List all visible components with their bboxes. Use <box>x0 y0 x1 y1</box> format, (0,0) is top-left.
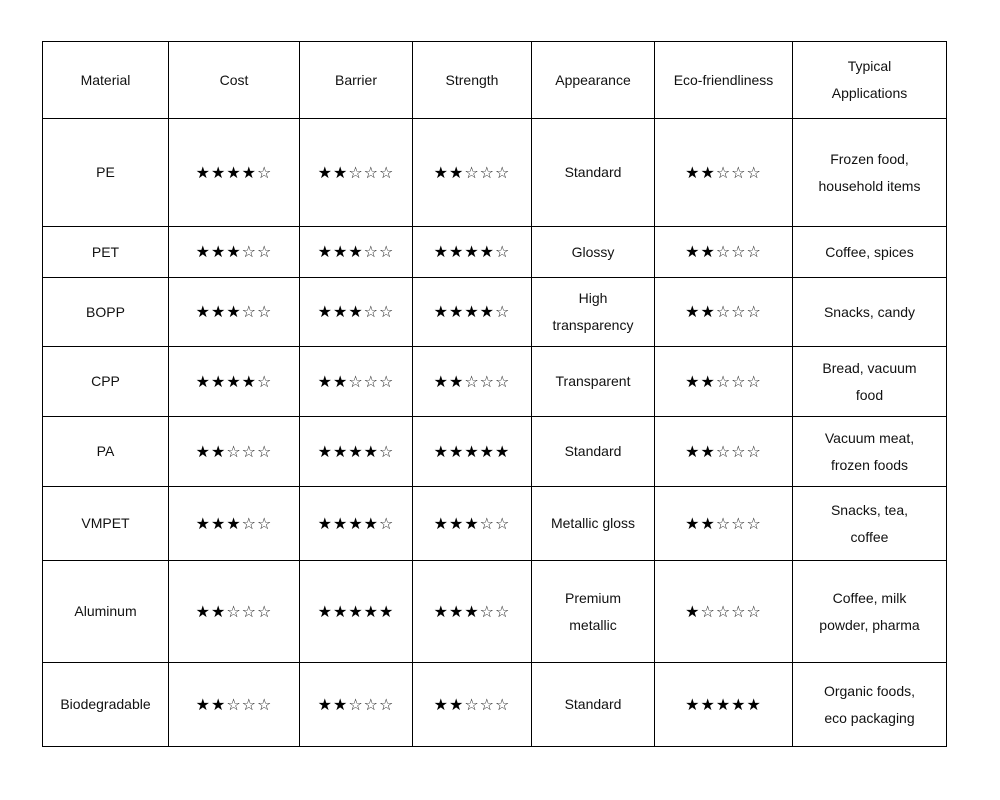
empty-star-icon: ☆ <box>241 441 258 461</box>
appearance-cell <box>532 119 655 227</box>
star-rating <box>434 695 511 714</box>
empty-star-icon: ☆ <box>479 371 496 391</box>
table-row <box>43 417 947 487</box>
strength-rating-cell <box>413 561 532 663</box>
star-rating <box>318 695 395 714</box>
filled-star-icon: ★ <box>448 242 465 261</box>
material-cell <box>43 487 169 561</box>
empty-star-icon: ☆ <box>746 513 762 533</box>
empty-star-icon: ☆ <box>495 513 511 533</box>
material-cell-text: Biodegradable <box>60 696 151 712</box>
cost-rating-cell <box>169 119 300 227</box>
strength-rating-cell <box>413 417 532 487</box>
empty-star-icon: ☆ <box>731 242 747 261</box>
filled-star-icon: ★ <box>317 694 333 714</box>
barrier-rating-cell <box>300 278 413 347</box>
cost-rating-cell <box>169 487 300 561</box>
barrier-rating-cell <box>300 417 413 487</box>
filled-star-icon: ★ <box>433 601 449 621</box>
empty-star-icon: ☆ <box>257 371 273 391</box>
empty-star-icon: ☆ <box>257 601 273 621</box>
empty-star-icon: ☆ <box>379 694 395 714</box>
filled-star-icon: ★ <box>317 371 333 391</box>
empty-star-icon: ☆ <box>241 242 258 261</box>
applications-cell <box>793 347 947 417</box>
filled-star-icon: ★ <box>226 513 242 533</box>
filled-star-icon: ★ <box>746 694 762 714</box>
header-eco-friendliness: Eco-friendliness <box>655 42 793 119</box>
filled-star-icon: ★ <box>195 694 211 714</box>
appearance-cell <box>532 227 655 278</box>
filled-star-icon: ★ <box>332 601 349 621</box>
eco-rating-cell <box>655 487 793 561</box>
filled-star-icon: ★ <box>685 694 701 714</box>
table-row <box>43 347 947 417</box>
filled-star-icon: ★ <box>464 601 480 621</box>
star-rating <box>685 514 762 533</box>
empty-star-icon: ☆ <box>348 371 364 391</box>
star-rating <box>434 242 511 261</box>
star-rating <box>318 372 395 391</box>
cost-rating-cell <box>169 278 300 347</box>
empty-star-icon: ☆ <box>715 513 732 533</box>
filled-star-icon: ★ <box>195 162 211 182</box>
filled-star-icon: ★ <box>448 441 465 461</box>
empty-star-icon: ☆ <box>257 162 273 182</box>
filled-star-icon: ★ <box>226 302 242 321</box>
filled-star-icon: ★ <box>317 302 333 321</box>
filled-star-icon: ★ <box>479 242 496 261</box>
star-rating <box>196 302 273 321</box>
filled-star-icon: ★ <box>685 513 701 533</box>
empty-star-icon: ☆ <box>495 302 511 321</box>
filled-star-icon: ★ <box>700 371 716 391</box>
star-rating <box>434 372 511 391</box>
empty-star-icon: ☆ <box>363 302 380 321</box>
applications-cell <box>793 417 947 487</box>
appearance-cell-text: Premium metallic <box>564 589 621 633</box>
strength-rating-cell <box>413 663 532 747</box>
filled-star-icon: ★ <box>317 162 333 182</box>
empty-star-icon: ☆ <box>363 694 380 714</box>
star-rating <box>685 302 762 321</box>
empty-star-icon: ☆ <box>731 441 747 461</box>
material-cell <box>43 347 169 417</box>
filled-star-icon: ★ <box>700 302 716 321</box>
barrier-rating-cell <box>300 119 413 227</box>
table-body <box>43 119 947 747</box>
star-rating <box>434 302 511 321</box>
star-rating <box>196 163 273 182</box>
barrier-rating-cell <box>300 227 413 278</box>
filled-star-icon: ★ <box>348 242 364 261</box>
filled-star-icon: ★ <box>464 242 480 261</box>
filled-star-icon: ★ <box>685 601 701 621</box>
appearance-cell <box>532 278 655 347</box>
strength-rating-cell <box>413 278 532 347</box>
filled-star-icon: ★ <box>363 513 380 533</box>
barrier-rating-cell <box>300 663 413 747</box>
filled-star-icon: ★ <box>700 694 716 714</box>
filled-star-icon: ★ <box>332 513 349 533</box>
empty-star-icon: ☆ <box>715 302 732 321</box>
empty-star-icon: ☆ <box>363 371 380 391</box>
empty-star-icon: ☆ <box>495 162 511 182</box>
empty-star-icon: ☆ <box>746 242 762 261</box>
filled-star-icon: ★ <box>195 371 211 391</box>
applications-cell-text: Coffee, spices <box>825 243 914 260</box>
table-row <box>43 278 947 347</box>
empty-star-icon: ☆ <box>479 601 496 621</box>
empty-star-icon: ☆ <box>348 162 364 182</box>
materials-comparison-table <box>42 41 947 747</box>
filled-star-icon: ★ <box>448 371 465 391</box>
cost-rating-cell <box>169 227 300 278</box>
filled-star-icon: ★ <box>479 441 496 461</box>
filled-star-icon: ★ <box>195 441 211 461</box>
table-row <box>43 487 947 561</box>
empty-star-icon: ☆ <box>715 371 732 391</box>
filled-star-icon: ★ <box>433 441 449 461</box>
applications-cell <box>793 663 947 747</box>
eco-rating-cell <box>655 417 793 487</box>
filled-star-icon: ★ <box>195 302 211 321</box>
barrier-rating-cell <box>300 487 413 561</box>
star-rating <box>196 602 273 621</box>
filled-star-icon: ★ <box>210 694 227 714</box>
filled-star-icon: ★ <box>241 371 258 391</box>
filled-star-icon: ★ <box>348 601 364 621</box>
star-rating <box>685 442 762 461</box>
star-rating <box>434 514 511 533</box>
empty-star-icon: ☆ <box>348 694 364 714</box>
empty-star-icon: ☆ <box>379 162 395 182</box>
material-cell <box>43 561 169 663</box>
filled-star-icon: ★ <box>332 162 349 182</box>
star-rating <box>318 602 395 621</box>
filled-star-icon: ★ <box>433 162 449 182</box>
header-row <box>43 42 947 119</box>
empty-star-icon: ☆ <box>257 242 273 261</box>
table-row <box>43 663 947 747</box>
star-rating <box>685 163 762 182</box>
empty-star-icon: ☆ <box>746 371 762 391</box>
header-cost: Cost <box>169 42 300 119</box>
star-rating <box>685 242 762 261</box>
star-rating <box>685 602 762 621</box>
filled-star-icon: ★ <box>332 302 349 321</box>
filled-star-icon: ★ <box>433 371 449 391</box>
star-rating <box>318 302 395 321</box>
appearance-cell-text: Metallic gloss <box>550 515 636 531</box>
empty-star-icon: ☆ <box>479 513 496 533</box>
appearance-cell-text: Glossy <box>571 243 615 260</box>
star-rating <box>685 372 762 391</box>
filled-star-icon: ★ <box>317 242 333 261</box>
filled-star-icon: ★ <box>332 694 349 714</box>
material-cell-text: PA <box>96 443 115 459</box>
filled-star-icon: ★ <box>700 162 716 182</box>
strength-rating-cell <box>413 347 532 417</box>
empty-star-icon: ☆ <box>257 513 273 533</box>
material-cell-text: CPP <box>91 373 120 389</box>
empty-star-icon: ☆ <box>479 694 496 714</box>
filled-star-icon: ★ <box>731 694 747 714</box>
eco-rating-cell <box>655 119 793 227</box>
applications-cell-text: Frozen food, household items <box>818 150 921 194</box>
star-rating <box>685 695 762 714</box>
empty-star-icon: ☆ <box>241 694 258 714</box>
star-rating <box>196 514 273 533</box>
empty-star-icon: ☆ <box>379 441 395 461</box>
filled-star-icon: ★ <box>348 441 364 461</box>
filled-star-icon: ★ <box>241 162 258 182</box>
material-cell <box>43 417 169 487</box>
empty-star-icon: ☆ <box>731 601 747 621</box>
filled-star-icon: ★ <box>464 302 480 321</box>
empty-star-icon: ☆ <box>464 162 480 182</box>
table-row <box>43 227 947 278</box>
filled-star-icon: ★ <box>433 694 449 714</box>
empty-star-icon: ☆ <box>464 371 480 391</box>
cost-rating-cell <box>169 347 300 417</box>
applications-cell <box>793 487 947 561</box>
barrier-rating-cell <box>300 347 413 417</box>
empty-star-icon: ☆ <box>495 371 511 391</box>
filled-star-icon: ★ <box>363 601 380 621</box>
filled-star-icon: ★ <box>210 302 227 321</box>
material-cell-text: PET <box>91 243 120 260</box>
appearance-cell-text: Standard <box>564 696 622 712</box>
applications-cell-text: Vacuum meat, frozen foods <box>824 429 915 473</box>
material-cell-text: PE <box>96 164 115 180</box>
applications-cell <box>793 119 947 227</box>
empty-star-icon: ☆ <box>731 302 747 321</box>
applications-cell <box>793 278 947 347</box>
star-rating <box>196 442 273 461</box>
filled-star-icon: ★ <box>685 302 701 321</box>
applications-cell <box>793 561 947 663</box>
empty-star-icon: ☆ <box>226 694 242 714</box>
empty-star-icon: ☆ <box>257 694 273 714</box>
filled-star-icon: ★ <box>195 513 211 533</box>
star-rating <box>196 242 273 261</box>
empty-star-icon: ☆ <box>495 601 511 621</box>
appearance-cell-text: Transparent <box>555 373 631 389</box>
filled-star-icon: ★ <box>479 302 496 321</box>
strength-rating-cell <box>413 487 532 561</box>
strength-rating-cell <box>413 227 532 278</box>
empty-star-icon: ☆ <box>241 302 258 321</box>
filled-star-icon: ★ <box>700 441 716 461</box>
star-rating <box>196 372 273 391</box>
strength-rating-cell <box>413 119 532 227</box>
filled-star-icon: ★ <box>210 513 227 533</box>
empty-star-icon: ☆ <box>464 694 480 714</box>
empty-star-icon: ☆ <box>379 371 395 391</box>
empty-star-icon: ☆ <box>495 694 511 714</box>
header-typical-applications-text: Typical Applications <box>831 58 908 101</box>
filled-star-icon: ★ <box>363 441 380 461</box>
applications-cell-text: Coffee, milk powder, pharma <box>819 589 920 633</box>
empty-star-icon: ☆ <box>746 162 762 182</box>
header-barrier: Barrier <box>300 42 413 119</box>
eco-rating-cell <box>655 227 793 278</box>
star-rating <box>318 442 395 461</box>
table-row <box>43 561 947 663</box>
empty-star-icon: ☆ <box>241 513 258 533</box>
filled-star-icon: ★ <box>332 371 349 391</box>
filled-star-icon: ★ <box>433 513 449 533</box>
filled-star-icon: ★ <box>685 242 701 261</box>
appearance-cell-text: Standard <box>564 164 622 180</box>
eco-rating-cell <box>655 561 793 663</box>
header-appearance: Appearance <box>532 42 655 119</box>
header-strength: Strength <box>413 42 532 119</box>
cost-rating-cell <box>169 417 300 487</box>
material-cell-text: VMPET <box>81 515 130 531</box>
filled-star-icon: ★ <box>464 513 480 533</box>
filled-star-icon: ★ <box>348 513 364 533</box>
material-cell <box>43 278 169 347</box>
applications-cell-text: Organic foods, eco packaging <box>823 682 916 726</box>
filled-star-icon: ★ <box>332 441 349 461</box>
filled-star-icon: ★ <box>317 513 333 533</box>
header-material: Material <box>43 42 169 119</box>
filled-star-icon: ★ <box>379 601 395 621</box>
star-rating <box>318 242 395 261</box>
filled-star-icon: ★ <box>226 162 242 182</box>
star-rating <box>196 695 273 714</box>
applications-cell <box>793 227 947 278</box>
applications-cell-text: Snacks, tea, coffee <box>830 501 909 545</box>
barrier-rating-cell <box>300 561 413 663</box>
empty-star-icon: ☆ <box>495 242 511 261</box>
filled-star-icon: ★ <box>195 601 211 621</box>
filled-star-icon: ★ <box>348 302 364 321</box>
filled-star-icon: ★ <box>317 601 333 621</box>
empty-star-icon: ☆ <box>379 302 395 321</box>
filled-star-icon: ★ <box>715 694 732 714</box>
material-cell <box>43 119 169 227</box>
empty-star-icon: ☆ <box>226 441 242 461</box>
filled-star-icon: ★ <box>685 441 701 461</box>
empty-star-icon: ☆ <box>379 513 395 533</box>
filled-star-icon: ★ <box>210 371 227 391</box>
empty-star-icon: ☆ <box>715 601 732 621</box>
filled-star-icon: ★ <box>685 371 701 391</box>
filled-star-icon: ★ <box>226 242 242 261</box>
cost-rating-cell <box>169 561 300 663</box>
empty-star-icon: ☆ <box>363 242 380 261</box>
empty-star-icon: ☆ <box>479 162 496 182</box>
empty-star-icon: ☆ <box>746 441 762 461</box>
appearance-cell <box>532 561 655 663</box>
filled-star-icon: ★ <box>210 441 227 461</box>
appearance-cell-text: High transparency <box>552 290 634 333</box>
eco-rating-cell <box>655 347 793 417</box>
empty-star-icon: ☆ <box>746 601 762 621</box>
filled-star-icon: ★ <box>195 242 211 261</box>
material-cell-text: Aluminum <box>74 603 137 619</box>
filled-star-icon: ★ <box>448 302 465 321</box>
empty-star-icon: ☆ <box>715 441 732 461</box>
star-rating <box>318 514 395 533</box>
filled-star-icon: ★ <box>448 162 465 182</box>
table-row <box>43 119 947 227</box>
empty-star-icon: ☆ <box>379 242 395 261</box>
filled-star-icon: ★ <box>433 302 449 321</box>
header-typical-applications <box>793 42 947 119</box>
empty-star-icon: ☆ <box>257 302 273 321</box>
material-cell <box>43 663 169 747</box>
star-rating <box>434 442 511 461</box>
material-cell <box>43 227 169 278</box>
filled-star-icon: ★ <box>210 242 227 261</box>
material-cell-text: BOPP <box>86 303 125 320</box>
eco-rating-cell <box>655 278 793 347</box>
applications-cell-text: Snacks, candy <box>823 303 916 320</box>
filled-star-icon: ★ <box>448 601 465 621</box>
filled-star-icon: ★ <box>433 242 449 261</box>
empty-star-icon: ☆ <box>715 242 732 261</box>
cost-rating-cell <box>169 663 300 747</box>
filled-star-icon: ★ <box>317 441 333 461</box>
empty-star-icon: ☆ <box>731 371 747 391</box>
empty-star-icon: ☆ <box>363 162 380 182</box>
filled-star-icon: ★ <box>448 694 465 714</box>
star-rating <box>434 163 511 182</box>
filled-star-icon: ★ <box>332 242 349 261</box>
empty-star-icon: ☆ <box>257 441 273 461</box>
filled-star-icon: ★ <box>700 513 716 533</box>
filled-star-icon: ★ <box>226 371 242 391</box>
applications-cell-text: Bread, vacuum food <box>822 359 917 403</box>
empty-star-icon: ☆ <box>731 513 747 533</box>
star-rating <box>318 163 395 182</box>
filled-star-icon: ★ <box>210 162 227 182</box>
empty-star-icon: ☆ <box>241 601 258 621</box>
appearance-cell <box>532 663 655 747</box>
empty-star-icon: ☆ <box>226 601 242 621</box>
appearance-cell <box>532 487 655 561</box>
star-rating <box>434 602 511 621</box>
empty-star-icon: ☆ <box>700 601 716 621</box>
filled-star-icon: ★ <box>685 162 701 182</box>
filled-star-icon: ★ <box>495 441 511 461</box>
empty-star-icon: ☆ <box>715 162 732 182</box>
filled-star-icon: ★ <box>464 441 480 461</box>
appearance-cell-text: Standard <box>564 443 622 459</box>
appearance-cell <box>532 417 655 487</box>
appearance-cell <box>532 347 655 417</box>
empty-star-icon: ☆ <box>731 162 747 182</box>
filled-star-icon: ★ <box>210 601 227 621</box>
empty-star-icon: ☆ <box>746 302 762 321</box>
eco-rating-cell <box>655 663 793 747</box>
filled-star-icon: ★ <box>700 242 716 261</box>
filled-star-icon: ★ <box>448 513 465 533</box>
